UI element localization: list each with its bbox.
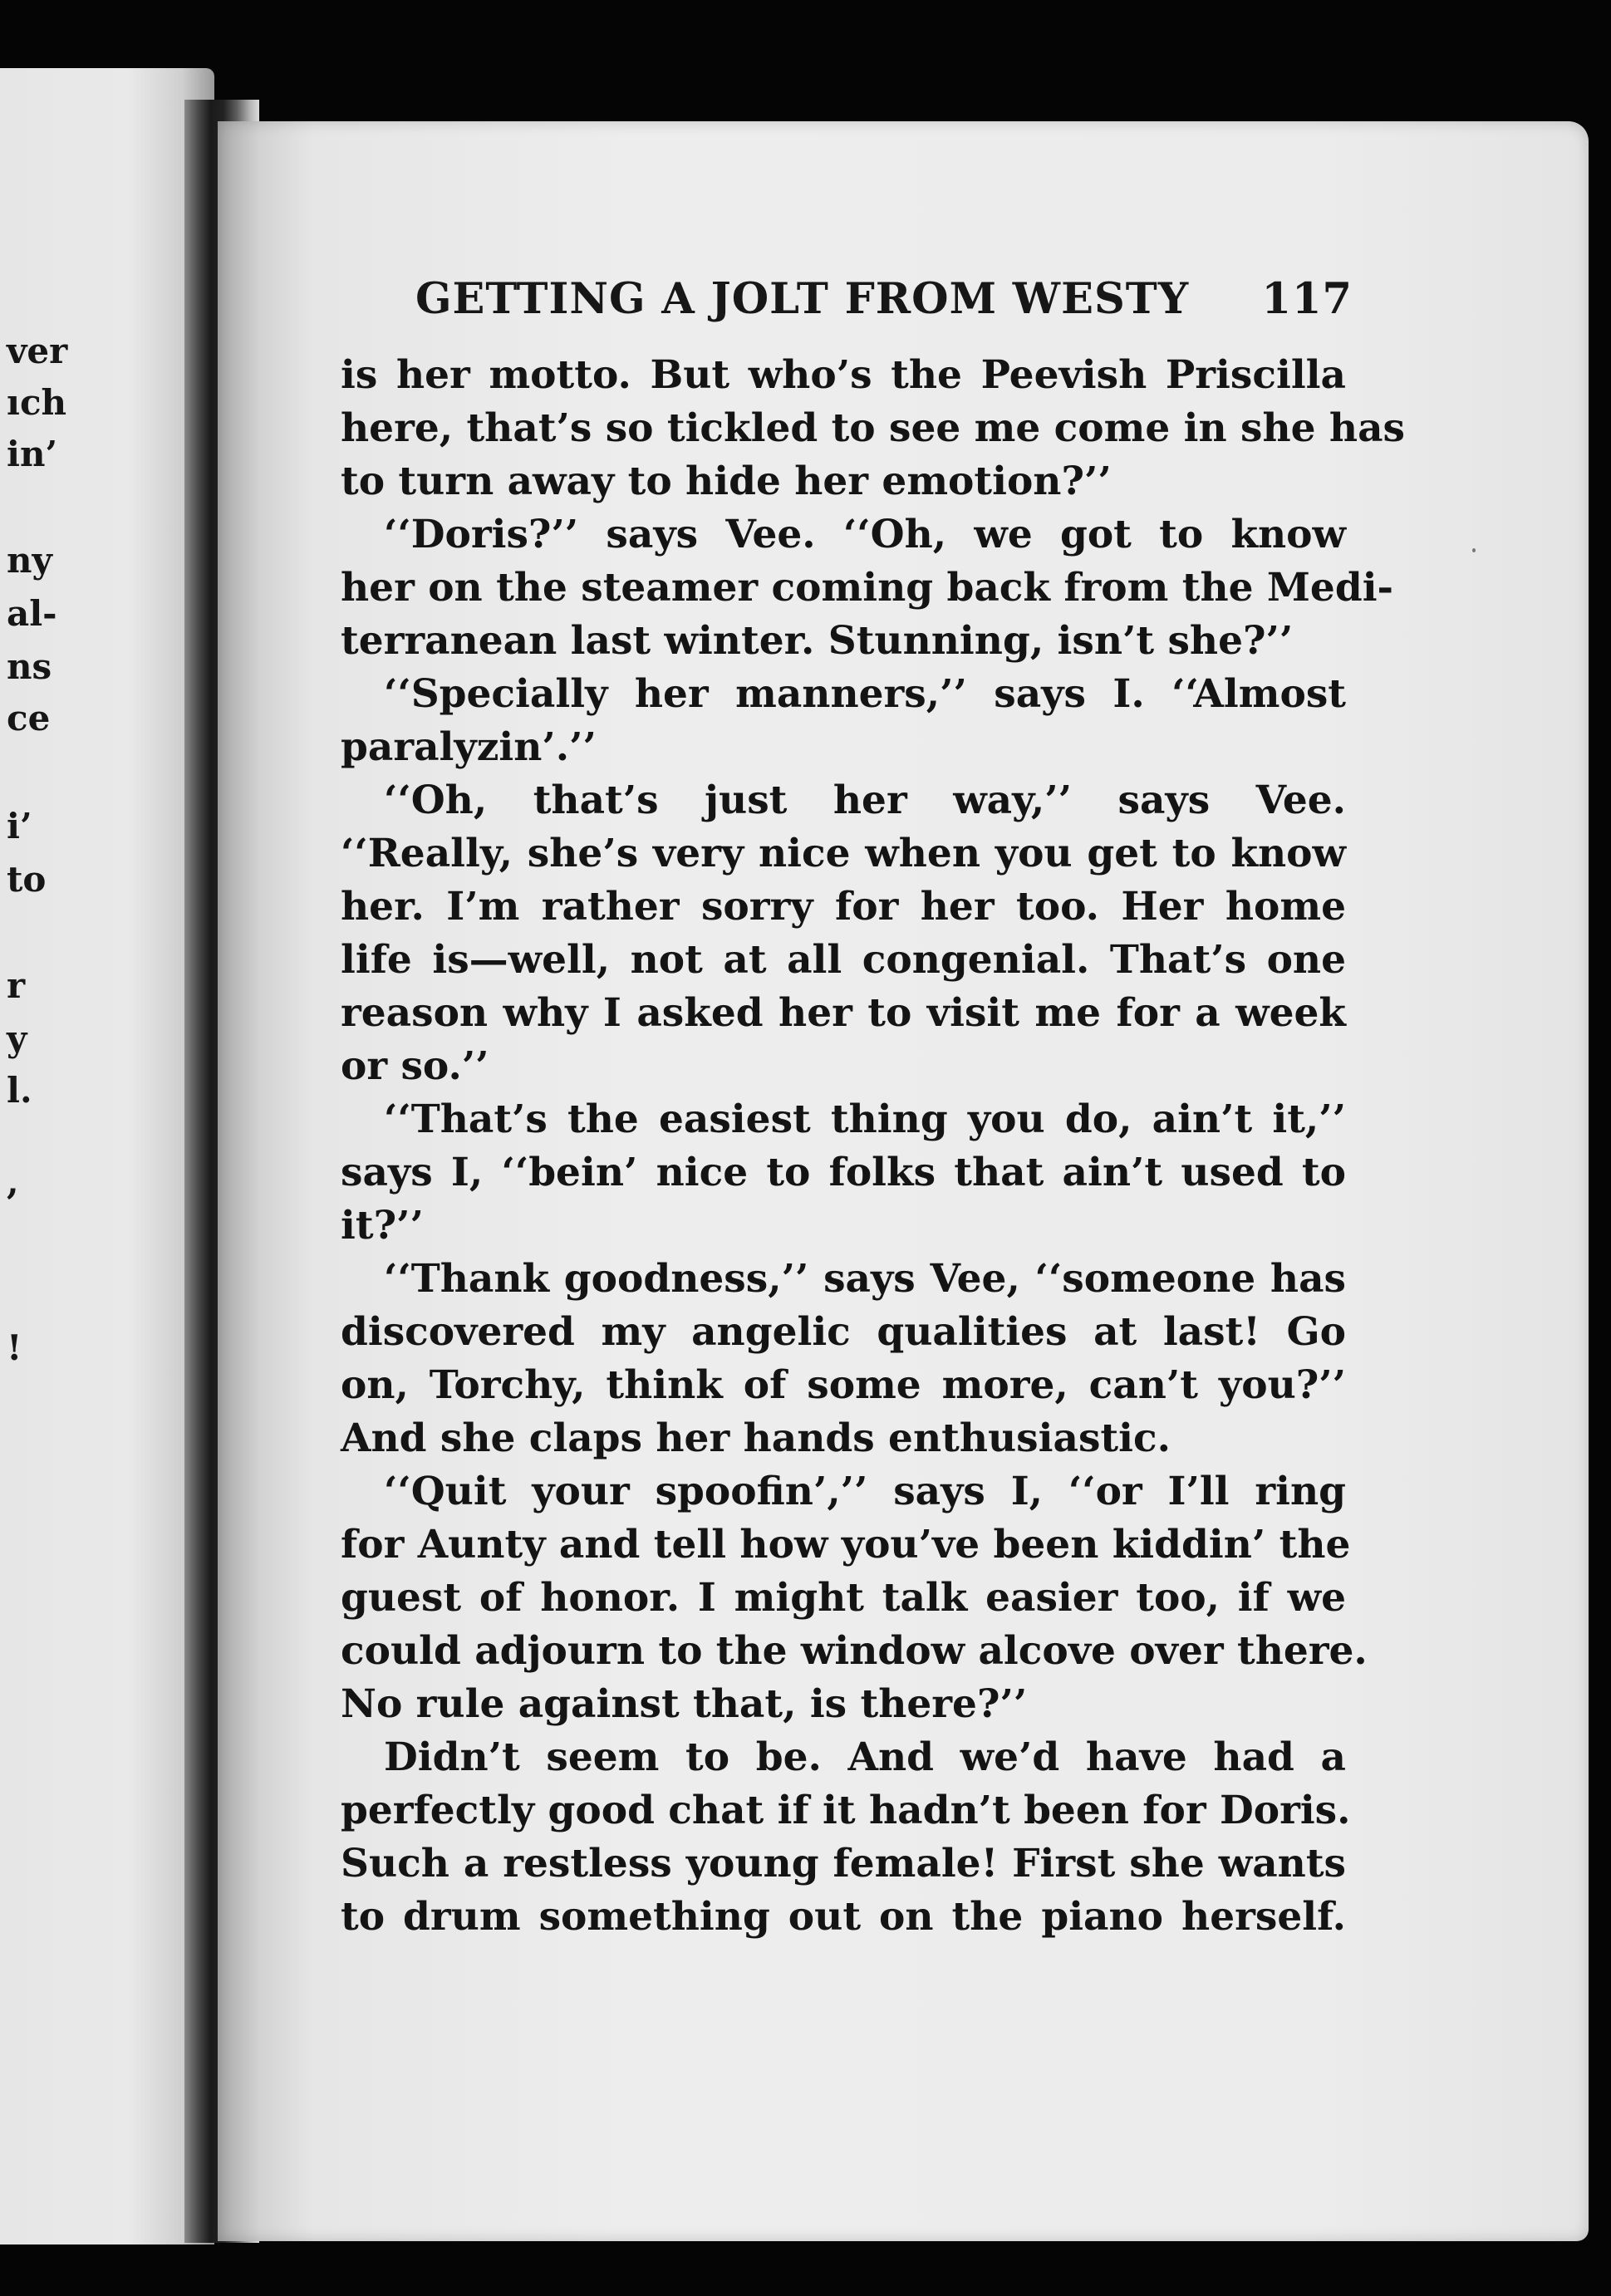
text-line: And she claps her hands enthusiastic. bbox=[341, 1415, 1171, 1461]
text-line: here, that’s so tickled to see me come in she has bbox=[341, 405, 1405, 451]
text-line: ‘‘Quit your spoofin’,’’ says I, ‘‘or I’ll ring bbox=[384, 1469, 1346, 1514]
left-page-fragment: i’ bbox=[7, 806, 32, 846]
left-page-fragment: al- bbox=[7, 593, 57, 634]
left-page-fragment: ! bbox=[7, 1327, 22, 1368]
left-page-fragment: ny bbox=[7, 540, 52, 581]
text-line: ‘‘Doris?’’ says Vee. ‘‘Oh, we got to know bbox=[384, 512, 1346, 557]
text-line: to turn away to hide her emotion?’’ bbox=[341, 459, 1112, 504]
text-line: to drum something out on the piano herself. bbox=[341, 1894, 1346, 1940]
running-head: GETTING A JOLT FROM WESTY bbox=[415, 274, 1190, 324]
left-page-fragment: r bbox=[7, 965, 26, 1006]
left-page-fragment: in’ bbox=[7, 434, 58, 474]
text-line: paralyzin’.’’ bbox=[341, 724, 597, 770]
text-line: reason why I asked her to visit me for a week bbox=[341, 990, 1346, 1036]
left-page-fragment: , bbox=[7, 1161, 19, 1202]
left-page-fragment: ns bbox=[7, 646, 52, 687]
text-line: guest of honor. I might talk easier too, if we bbox=[341, 1575, 1346, 1621]
text-line: discovered my angelic qualities at last! Go bbox=[341, 1309, 1346, 1355]
text-line: says I, ‘‘bein’ nice to folks that ain’t used to bbox=[341, 1150, 1346, 1195]
text-line: her. I’m rather sorry for her too. Her home bbox=[341, 884, 1346, 930]
text-line: it?’’ bbox=[341, 1203, 424, 1249]
text-line: her on the steamer coming back from the Medi- bbox=[341, 565, 1394, 611]
text-line: perfectly good chat if it hadn’t been for Doris. bbox=[341, 1788, 1351, 1833]
text-line: No rule against that, is there?’’ bbox=[341, 1681, 1028, 1727]
text-line: ‘‘That’s the easiest thing you do, ain’t it,’’ bbox=[384, 1096, 1346, 1142]
text-line: on, Torchy, think of some more, can’t you?’’ bbox=[341, 1362, 1346, 1408]
page-header bbox=[415, 274, 1353, 332]
text-line: terranean last winter. Stunning, isn’t she?’’ bbox=[341, 618, 1294, 664]
text-line: ‘‘Specially her manners,’’ says I. ‘‘Almost bbox=[384, 671, 1346, 717]
text-line: life is—well, not at all congenial. That’s one bbox=[341, 937, 1346, 983]
left-page-fragment: to bbox=[7, 859, 47, 900]
text-line: ‘‘Oh, that’s just her way,’’ says Vee. bbox=[384, 778, 1346, 823]
text-line: ‘‘Really, she’s very nice when you get to know bbox=[341, 831, 1346, 876]
text-line: Such a restless young female! First she wants bbox=[341, 1841, 1346, 1886]
text-line: could adjourn to the window alcove over there. bbox=[341, 1628, 1368, 1674]
left-page-fragment: ıch bbox=[7, 382, 67, 423]
text-line: Didn’t seem to be. And we’d have had a bbox=[384, 1734, 1346, 1780]
left-page-edge bbox=[0, 68, 214, 2244]
text-line: ‘‘Thank goodness,’’ says Vee, ‘‘someone has bbox=[384, 1256, 1346, 1302]
left-page-fragment: l. bbox=[7, 1070, 32, 1111]
left-page-fragment: y bbox=[7, 1018, 27, 1059]
text-line: for Aunty and tell how you’ve been kiddin’ the bbox=[341, 1522, 1351, 1567]
left-page-fragment: ver bbox=[7, 331, 68, 371]
page-speck bbox=[1472, 548, 1476, 552]
text-line: is her motto. But who’s the Peevish Priscilla bbox=[341, 352, 1346, 398]
page-number: 117 bbox=[1261, 274, 1353, 324]
text-line: or so.’’ bbox=[341, 1043, 489, 1089]
left-page-fragment: ce bbox=[7, 698, 51, 738]
